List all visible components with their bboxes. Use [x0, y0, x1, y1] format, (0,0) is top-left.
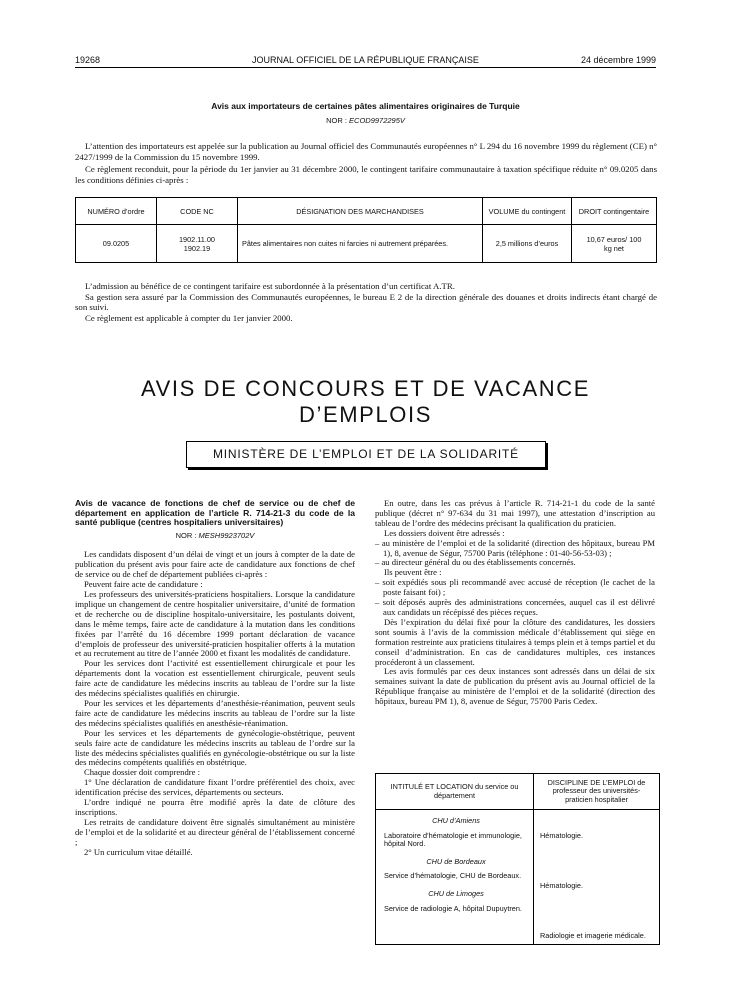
table-header: INTITULÉ ET LOCATION du service ou département — [376, 774, 534, 810]
right-column — [375, 499, 655, 707]
paragraph: 1° Une déclaration de candidature fixant l’ordre préférentiel des choix, avec identification précise des services, départements ou secteurs. — [75, 777, 355, 798]
section-title: AVIS DE CONCOURS ET DE VACANCE D’EMPLOIS — [141, 376, 590, 427]
paragraph: Ce règlement est applicable à compter du 1er janvier 2000. — [85, 312, 293, 323]
service-label: Laboratoire d’hématologie et immunologie, hôpital Nord. — [384, 830, 522, 849]
notice1-closing — [75, 281, 657, 323]
discipline-label: Hématologie. — [540, 830, 583, 840]
table-cell: 1902.11.00 1902.19 — [157, 225, 238, 263]
table-header: CODE NC — [157, 198, 238, 225]
left-column — [75, 499, 355, 858]
list-item: – soit expédiés sous pli recommandé avec accusé de réception (le cachet de la poste faisant foi) ; — [375, 577, 655, 598]
table-header: DÉSIGNATION DES MARCHANDISES — [238, 198, 483, 225]
city-label: CHU de Limoges — [428, 888, 484, 898]
list-item: – soit déposés auprès des administrations concernées, auquel cas il est délivré aux candidats un récépissé des pièces reçues. — [375, 597, 655, 617]
header-rule — [75, 67, 656, 68]
table-cell: 2,5 millions d’euros — [483, 225, 572, 263]
nor-line — [75, 531, 355, 541]
paragraph: Chaque dossier doit comprendre : — [84, 767, 200, 778]
paragraph: Pour les services dont l’activité est essentiellement chirurgicale et pour les départements dont la vocation est essentiellement chirurgicale, peuvent seuls faire acte de candidature les médecins inscrits au tableau de l’ordre sur la liste des médecins spécialistes qualifiés en chirurgie. — [75, 658, 355, 699]
nor-line — [75, 116, 656, 125]
discipline-label: Hématologie. — [540, 880, 583, 890]
discipline-label: Radiologie et imagerie médicale. — [540, 930, 646, 940]
table-header: DISCIPLINE DE L’EMPLOI de professeur des universités-praticien hospitalier — [534, 774, 660, 810]
paragraph: L’ordre indiqué ne pourra être modifié après la date de clôture des inscriptions. — [75, 797, 355, 817]
nor-code: MESH9923702V — [198, 530, 255, 540]
paragraph: L’admission au bénéfice de ce contingent tarifaire est subordonnée à la présentation d’un certificat A.TR. — [85, 281, 455, 291]
paragraph: En outre, dans les cas prévus à l’article R. 714-21-1 du code de la santé publique (décret n° 97-634 du 31 mai 1997), une attestation d’inscription au tableau de l’ordre des médecins précisant la qualification du praticien. — [375, 498, 655, 528]
journal-title: JOURNAL OFFICIEL DE LA RÉPUBLIQUE FRANÇAISE — [252, 55, 479, 65]
table-cell — [376, 810, 534, 945]
paragraph: Les professeurs des universités-praticiens hospitaliers. Lorsque la candidature implique un changement de centre hospitalier universitaire, d’unité de formation et de recherche ou de discipline hospitalo-universitaire, les postulants doivent, dans le même temps, faire acte de candidature à la mutation dans les conditions fixées par l’arrêté du 16 décembre 1999 portant déclaration de vacance d’emplois de professeur des université-praticien hospitalier offerts à la mutation et au recrutement au titre de l’année 2000 et fixant les modalités de candidature. — [75, 589, 355, 659]
table-cell: 10,67 euros/ 100 kg net — [572, 225, 657, 263]
table-header: NUMÉRO d’ordre — [76, 198, 157, 225]
notice2-title: Avis de vacance de fonctions de chef de service ou de chef de département en application de l’article R. 714-21-3 du code de la santé publique (centres hospitaliers universitaires) — [75, 498, 355, 527]
paragraph: Les avis formulés par ces deux instances sont adressés dans un délai de six semaines suivant la date de publication du présent avis au Journal officiel de la République française au ministère de l’emploi et de la solidarité (direction des hôpitaux, bureau PM 1), 8, avenue de Ségur, 75700 Paris Cedex. — [375, 666, 655, 707]
table-cell: 09.0205 — [76, 225, 157, 263]
table-cell — [534, 810, 660, 945]
ministry-box: MINISTÈRE DE L’EMPLOI ET DE LA SOLIDARITÉ — [186, 441, 546, 468]
city-label: CHU d’Amiens — [432, 816, 480, 825]
quota-table — [75, 197, 657, 263]
vacancy-table — [375, 773, 660, 945]
table-header: DROIT contingentaire — [572, 198, 657, 225]
paragraph: Peuvent faire acte de candidature : — [84, 579, 203, 590]
issue-date: 24 décembre 1999 — [580, 55, 656, 65]
service-label: Service d’hématologie, CHU de Bordeaux. — [384, 871, 522, 881]
paragraph: Ils peuvent être : — [384, 567, 442, 578]
notice-title: Avis aux importateurs de certaines pâtes alimentaires originaires de Turquie — [211, 101, 520, 111]
table-header: VOLUME du contingent — [483, 198, 572, 225]
city-label: CHU de Bordeaux — [426, 856, 486, 866]
list-item: – au ministère de l’emploi et de la solidarité (direction des hôpitaux, bureau PM 1), 8, avenue de Ségur, 75700 Paris (téléphone : 01-40-56-53-03) ; — [375, 537, 655, 558]
nor-code: ECOD9972295V — [349, 116, 405, 125]
paragraph: Dès l’expiration du délai fixé pour la clôture des candidatures, les dossiers sont soumis à l’avis de la commission médicale d’établissement qui siège en formation restreinte aux praticiens titulaires à temps plein et à temps partiel et du conseil d’administration. En cas de candidatures multiples, ces instances procéderont à un classement. — [375, 616, 655, 667]
list-item: – au directeur général du ou des établissements concernés. — [375, 557, 576, 568]
nor-label: NOR : — [175, 530, 197, 540]
page-number: 19268 — [75, 55, 101, 65]
table-cell: Pâtes alimentaires non cuites ni farcies ni autrement préparées. — [238, 225, 483, 263]
paragraph: 2° Un curriculum vitae détaillé. — [84, 846, 193, 857]
paragraph: Pour les services et les départements d’anesthésie-réanimation, peuvent seuls faire acte de candidature les médecins inscrits au tableau de l’ordre sur la liste des médecins spécialistes qualifiés en anesthésie-réanimation. — [75, 698, 355, 728]
notice1-intro — [75, 141, 657, 185]
paragraph: Pour les services et les départements de gynécologie-obstétrique, peuvent seuls faire acte de candidature les médecins inscrits au tableau de l’ordre sur la liste des médecins spécialistes qualifiés en gynécologie-obstétrique ou sur la liste des médecins compétents qualifiés en obstétrique. — [75, 727, 355, 768]
service-label: Service de radiologie A, hôpital Dupuytren. — [384, 903, 522, 913]
paragraph: Les dossiers doivent être adressés : — [384, 527, 505, 538]
paragraph: Ce règlement reconduit, pour la période du 1er janvier au 31 décembre 2000, le contingent tarifaire communautaire à taxation spécifique réduite n° 09.0205 dans les conditions définies ci-après : — [75, 164, 657, 185]
paragraph: Les candidats disposent d’un délai de vingt et un jours à compter de la date de publication du présent avis pour faire acte de candidature aux fonctions de chef de service ou de chef de département publiées ci-après : — [75, 549, 355, 580]
paragraph: Les retraits de candidature doivent être signalés simultanément au ministère de l’emploi et de la solidarité et au directeur général de l’établissement concerné ; — [75, 816, 355, 847]
paragraph: Sa gestion sera assuré par la Commission des Communautés européennes, le bureau E 2 de la direction générale des douanes et droits indirects étant chargé de son suivi. — [75, 291, 657, 313]
paragraph: L’attention des importateurs est appelée sur la publication au Journal officiel des Communautés européennes n° L 294 du 16 novembre 1999 du règlement (CE) n° 2427/1999 de la Commission du 15 novembre 1999. — [75, 141, 658, 162]
nor-label: NOR : — [326, 116, 347, 125]
